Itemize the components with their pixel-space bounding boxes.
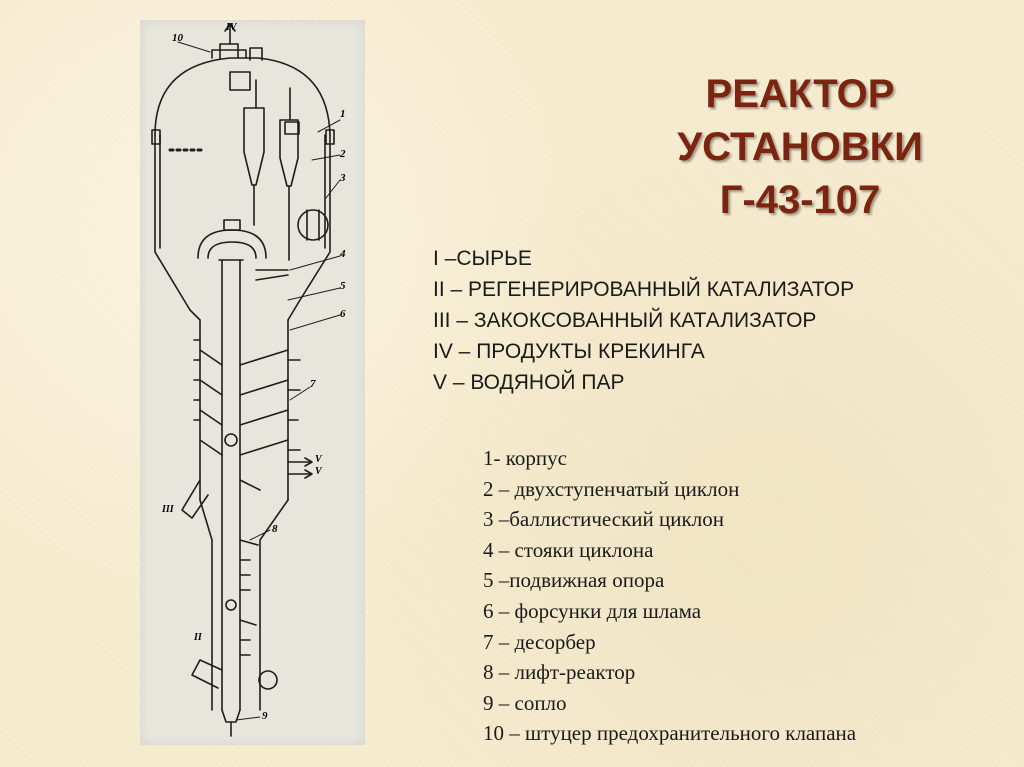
relief-valve-nozzle bbox=[220, 44, 238, 58]
reactor-dome bbox=[155, 58, 330, 135]
desorber-shell bbox=[200, 320, 288, 500]
cyclone-secondary bbox=[280, 120, 298, 186]
ballistic-cyclone bbox=[298, 210, 328, 240]
callout-4: 4 bbox=[340, 248, 346, 260]
title-line-3: Г-43-107 bbox=[719, 178, 881, 222]
stream-label-ii: II bbox=[194, 632, 202, 643]
part-item-10: 10 – штуцер предохранительного клапана bbox=[483, 721, 857, 746]
part-item-1: 1- корпус bbox=[483, 446, 567, 470]
regenerated-catalyst-inlet bbox=[192, 660, 222, 688]
reactor-schematic bbox=[140, 20, 365, 745]
stream-item-i: I –СЫРЬЕ bbox=[433, 247, 532, 270]
callout-8: 8 bbox=[272, 523, 278, 535]
part-item-4: 4 – стояки циклона bbox=[483, 537, 654, 562]
reactor-upper-shell bbox=[155, 135, 330, 320]
callout-5: 5 bbox=[340, 280, 346, 292]
part-item-2: 2 – двухступенчатый циклон bbox=[483, 476, 740, 501]
stream-label-iv: IV bbox=[226, 22, 237, 33]
stream-label-v1: V bbox=[315, 454, 322, 465]
title-line-2: УСТАНОВКИ bbox=[677, 125, 923, 169]
part-item-6: 6 – форсунки для шлама bbox=[483, 598, 702, 623]
cyclone-primary bbox=[244, 108, 264, 185]
stream-item-v: V – ВОДЯНОЙ ПАР bbox=[433, 371, 625, 394]
callout-10: 10 bbox=[172, 32, 183, 44]
part-item-9: 9 – сопло bbox=[483, 690, 567, 715]
lift-reactor-pipe bbox=[222, 260, 240, 710]
part-item-8: 8 – лифт-реактор bbox=[483, 660, 636, 685]
callout-9: 9 bbox=[262, 710, 268, 722]
callout-6: 6 bbox=[340, 308, 346, 320]
callout-1: 1 bbox=[340, 108, 346, 120]
title-line-1: РЕАКТОР bbox=[705, 72, 895, 116]
reactor-drawing bbox=[140, 20, 365, 745]
callout-3: 3 bbox=[340, 172, 346, 184]
callout-2: 2 bbox=[340, 148, 346, 160]
part-item-5: 5 –подвижная опора bbox=[483, 568, 665, 593]
part-item-7: 7 – десорбер bbox=[483, 629, 596, 654]
stream-item-ii: II – РЕГЕНЕРИРОВАННЫЙ КАТАЛИЗАТОР bbox=[433, 278, 855, 301]
stream-item-iv: IV – ПРОДУКТЫ КРЕКИНГА bbox=[433, 340, 705, 363]
stream-legend bbox=[433, 243, 854, 398]
stream-label-iii: III bbox=[162, 504, 174, 515]
page-title bbox=[630, 68, 970, 227]
stream-item-iii: III – ЗАКОКСОВАННЫЙ КАТАЛИЗАТОР bbox=[433, 309, 817, 332]
part-item-3: 3 –баллистический циклон bbox=[483, 507, 724, 532]
callout-7: 7 bbox=[310, 378, 316, 390]
desorber-baffles bbox=[200, 350, 288, 455]
stream-label-v2: V bbox=[315, 466, 322, 477]
parts-legend bbox=[483, 443, 856, 749]
